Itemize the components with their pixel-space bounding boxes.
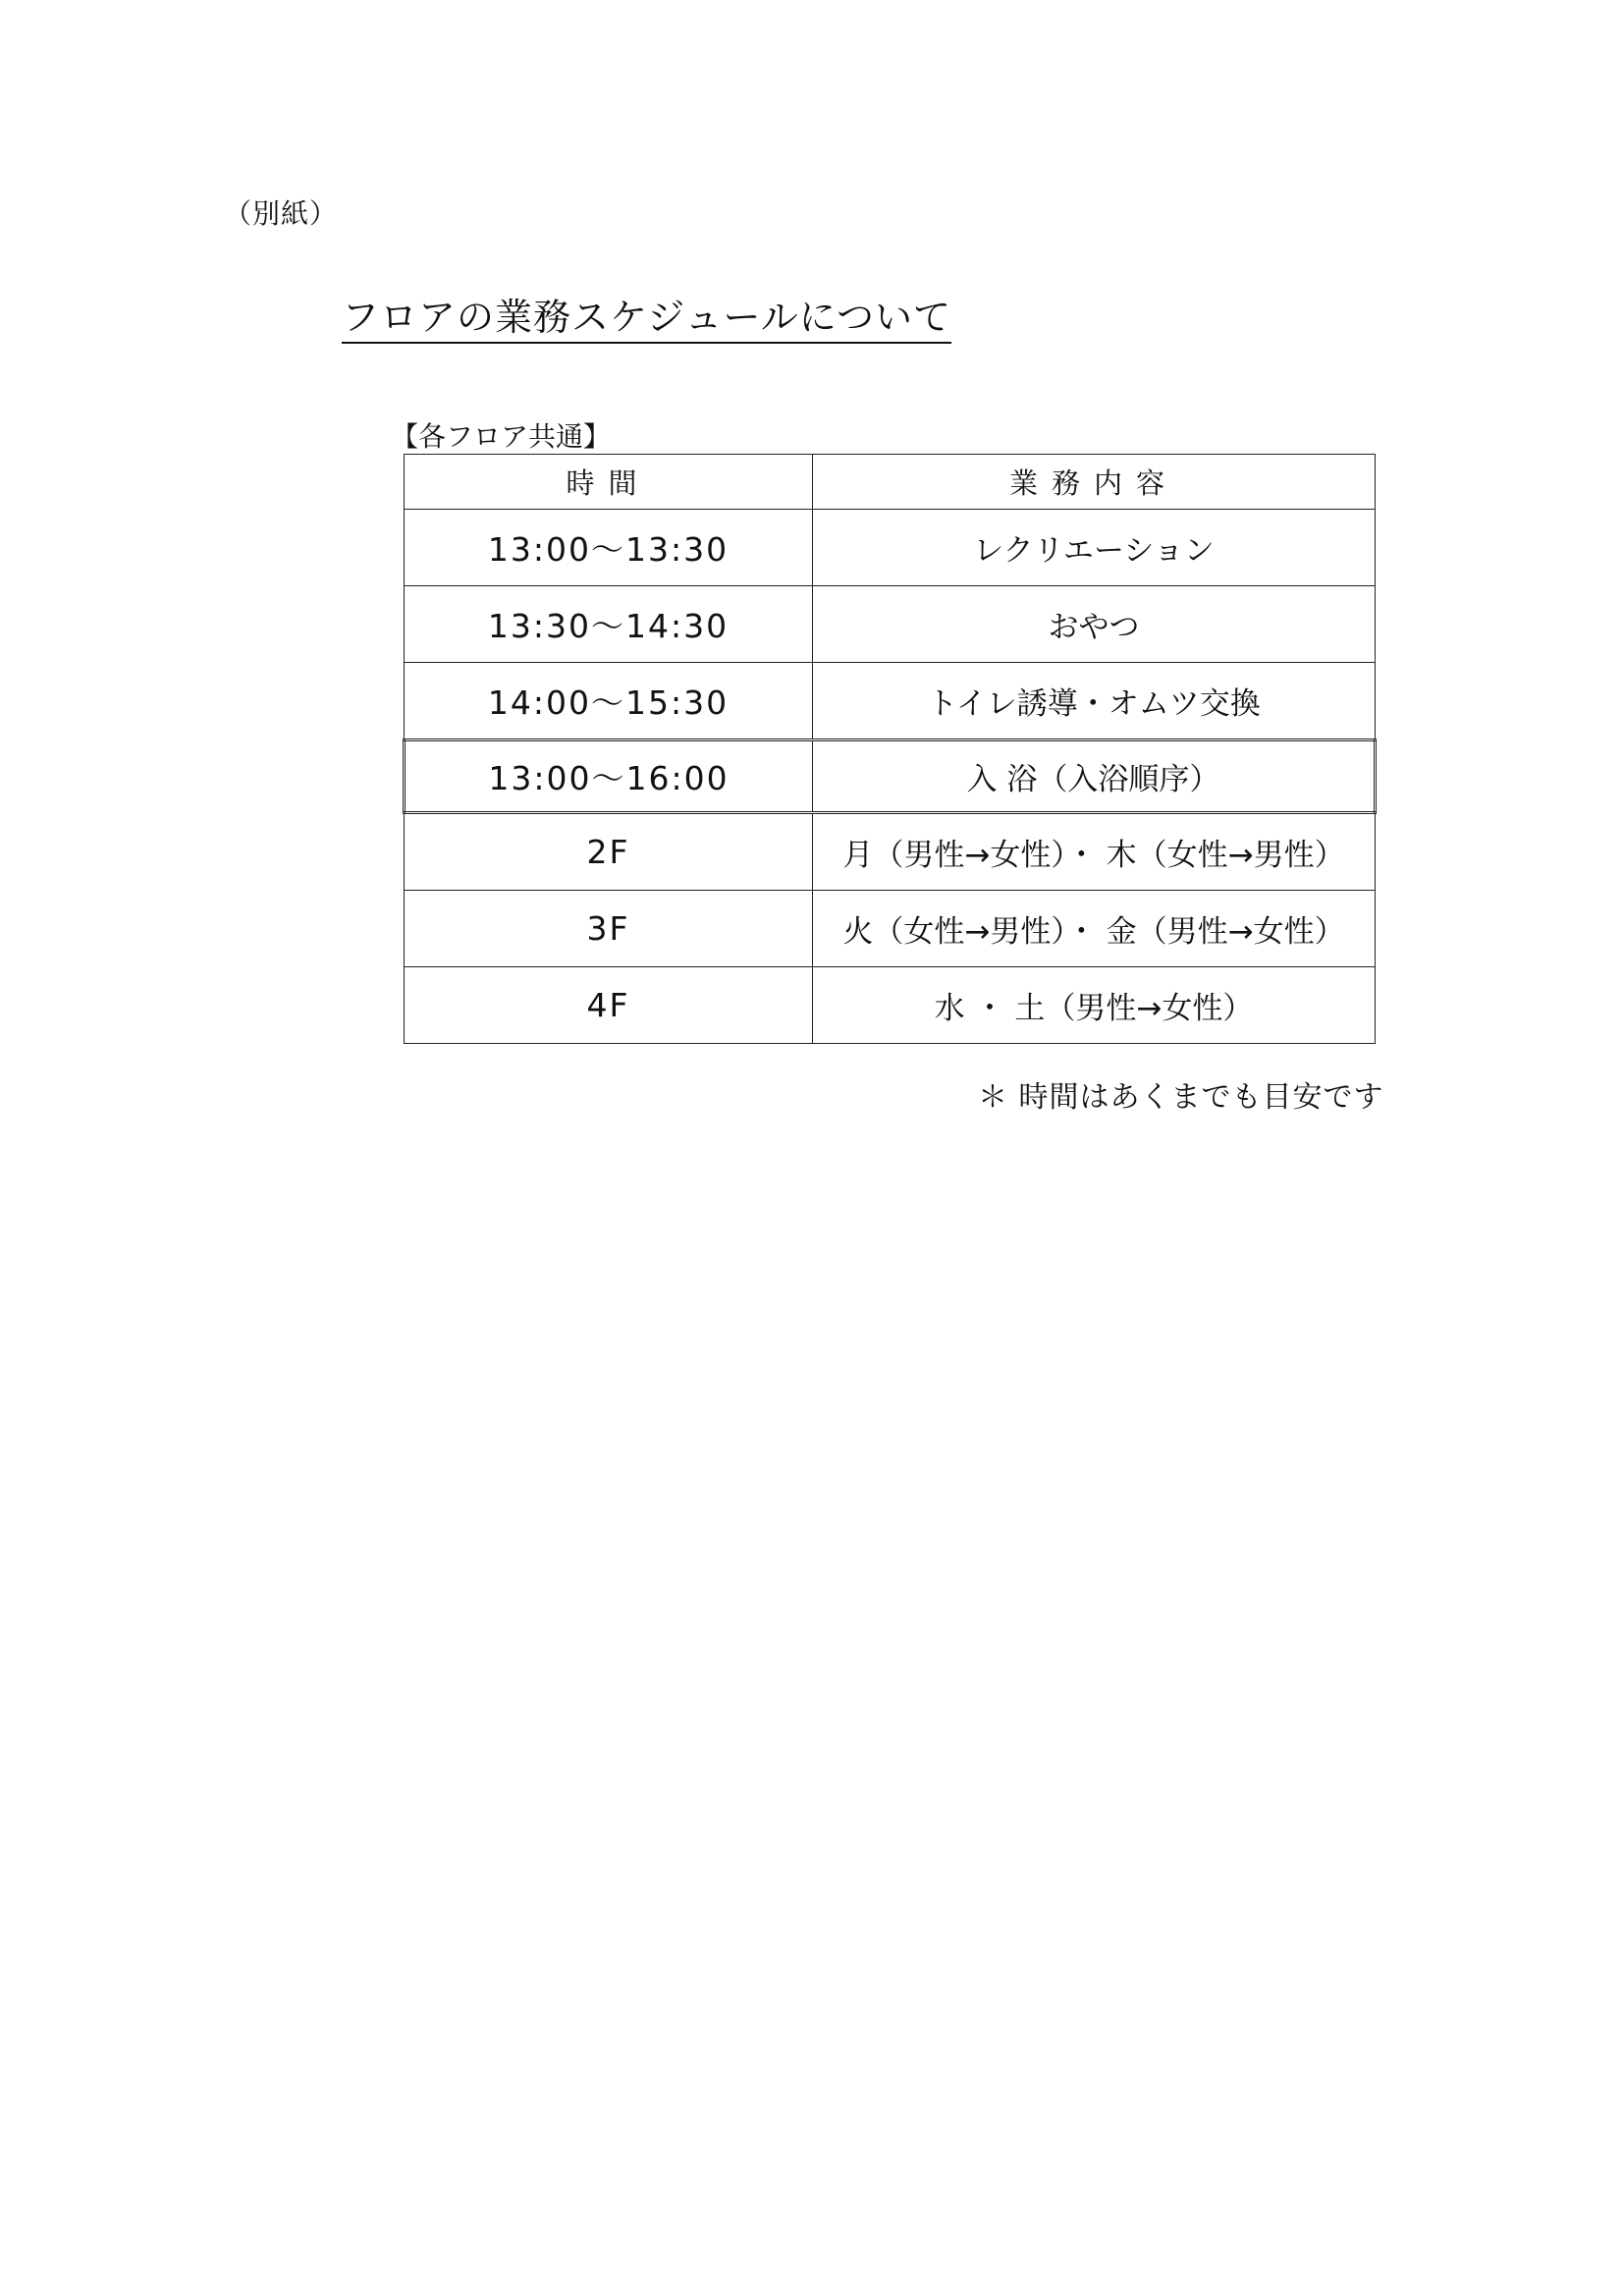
- schedule-table: [403, 454, 1377, 1044]
- header-time: 時間: [405, 455, 813, 510]
- table-row: [405, 663, 1376, 740]
- table-row: [405, 891, 1376, 967]
- task-cell: おやつ: [813, 586, 1376, 663]
- floor-cell: 3F: [405, 891, 813, 967]
- table-row: [405, 967, 1376, 1044]
- time-cell: 14:00〜15:30: [405, 663, 813, 740]
- time-cell: 13:00〜13:30: [405, 510, 813, 586]
- footnote: ＊ 時間はあくまでも目安です: [978, 1080, 1384, 1115]
- time-cell: 13:00〜16:00: [405, 740, 813, 813]
- header-task: 業務内容: [813, 455, 1376, 510]
- table-header-row: [405, 455, 1376, 510]
- page-title: フロアの業務スケジュールについて: [342, 295, 951, 344]
- table-row: [405, 510, 1376, 586]
- task-cell: レクリエーション: [813, 510, 1376, 586]
- task-cell: トイレ誘導・オムツ交換: [813, 663, 1376, 740]
- floor-cell: 4F: [405, 967, 813, 1044]
- table-row-bath: [405, 740, 1376, 813]
- table-row: [405, 813, 1376, 891]
- task-cell: 入 浴（入浴順序）: [813, 740, 1376, 813]
- floor-cell: 2F: [405, 813, 813, 891]
- attachment-label: （別紙）: [224, 197, 339, 230]
- section-label: 【各フロア共通】: [391, 420, 612, 453]
- bath-order-cell: 水 ・ 土（男性→女性）: [813, 967, 1376, 1044]
- time-cell: 13:30〜14:30: [405, 586, 813, 663]
- table-row: [405, 586, 1376, 663]
- bath-order-cell: 火（女性→男性）・ 金（男性→女性）: [813, 891, 1376, 967]
- bath-order-cell: 月（男性→女性）・ 木（女性→男性）: [813, 813, 1376, 891]
